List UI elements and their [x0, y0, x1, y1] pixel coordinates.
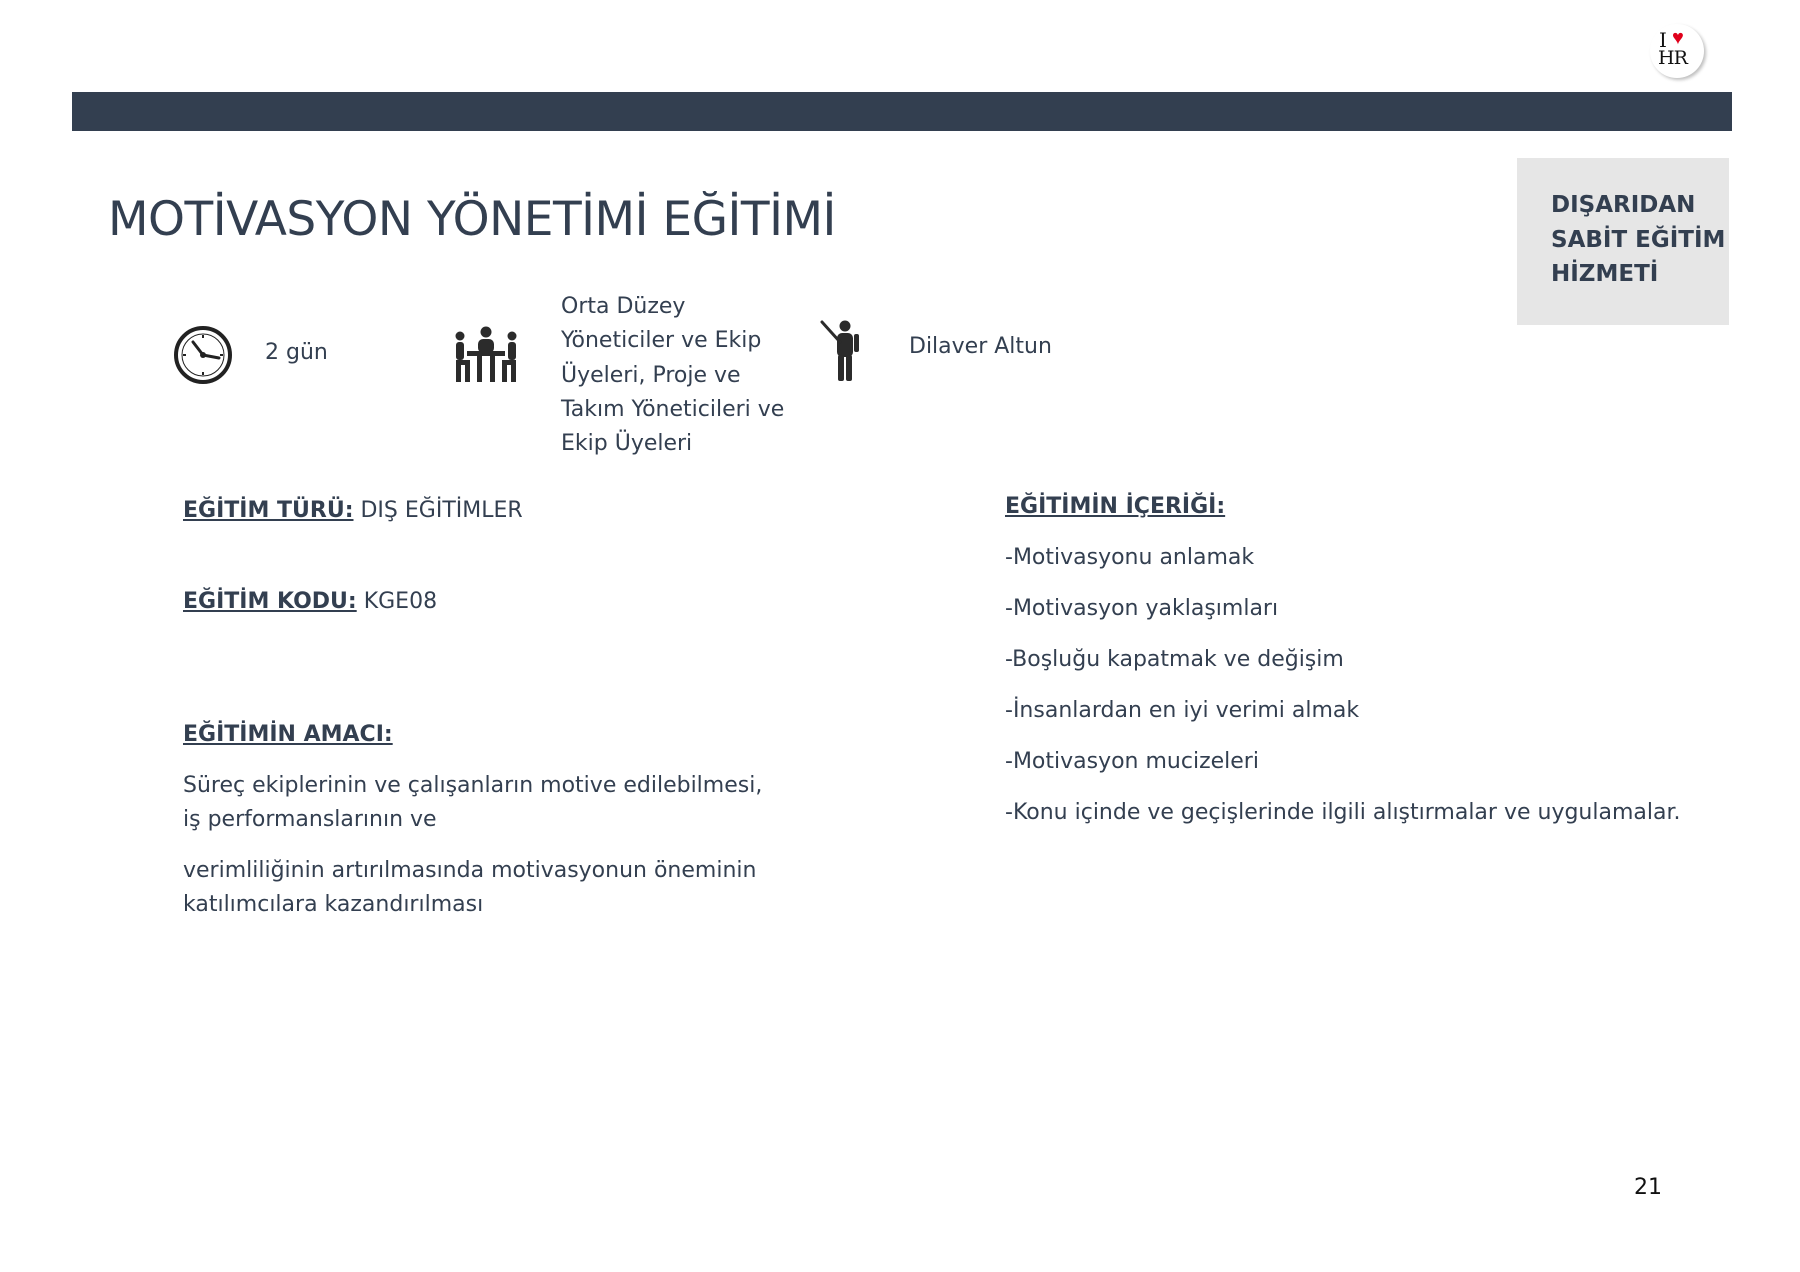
- duration-text: 2 gün: [265, 340, 328, 365]
- content-item: -Motivasyonu anlamak: [1005, 545, 1255, 570]
- training-type: [183, 494, 523, 528]
- heart-icon: ♥: [1672, 27, 1684, 49]
- page-number: 21: [1634, 1175, 1662, 1200]
- content-item: -İnsanlardan en iyi verimi almak: [1005, 698, 1360, 723]
- content-item: -Motivasyon mucizeleri: [1005, 749, 1259, 774]
- page-title: MOTİVASYON YÖNETİMİ EĞİTİMİ: [108, 192, 836, 247]
- aim-heading: EĞİTİMİN AMACI:: [183, 722, 393, 747]
- training-code-label: EĞİTİM KODU:: [183, 589, 357, 614]
- presenter-icon: [820, 320, 860, 382]
- training-code: [183, 585, 437, 619]
- clock-icon: [173, 325, 233, 385]
- content-heading: EĞİTİMİN İÇERİĞİ:: [1005, 494, 1226, 519]
- logo-text-bottom: HR: [1658, 47, 1687, 69]
- training-type-label: EĞİTİM TÜRÜ:: [183, 498, 354, 523]
- service-badge-text: DIŞARIDAN SABİT EĞİTİM HİZMETİ: [1551, 192, 1726, 287]
- aim-paragraph-1: Süreç ekiplerinin ve çalışanların motive edilebilmesi, iş performanslarının ve: [183, 773, 763, 833]
- training-code-value: KGE08: [356, 589, 438, 614]
- audience-text: Orta Düzey Yöneticiler ve Ekip Üyeleri, Proje ve Takım Yöneticileri ve Ekip Üyeleri: [561, 294, 785, 457]
- training-type-value: DIŞ EĞİTİMLER: [353, 498, 523, 523]
- aim-paragraph-2: verimliliğinin artırılmasında motivasyonun öneminin katılımcılara kazandırılması: [183, 858, 757, 918]
- ilovehr-logo: [1650, 24, 1704, 78]
- content-item: -Motivasyon yaklaşımları: [1005, 596, 1279, 621]
- service-badge: [1517, 158, 1729, 325]
- content-item: -Boşluğu kapatmak ve değişim: [1005, 647, 1344, 672]
- content-item: -Konu içinde ve geçişlerinde ilgili alıştırmalar ve uygulamalar.: [1005, 800, 1681, 825]
- logo-text-top: I: [1659, 28, 1667, 52]
- trainer-text: Dilaver Altun: [909, 334, 1052, 359]
- meeting-icon: [455, 326, 517, 388]
- header-bar: [72, 92, 1732, 131]
